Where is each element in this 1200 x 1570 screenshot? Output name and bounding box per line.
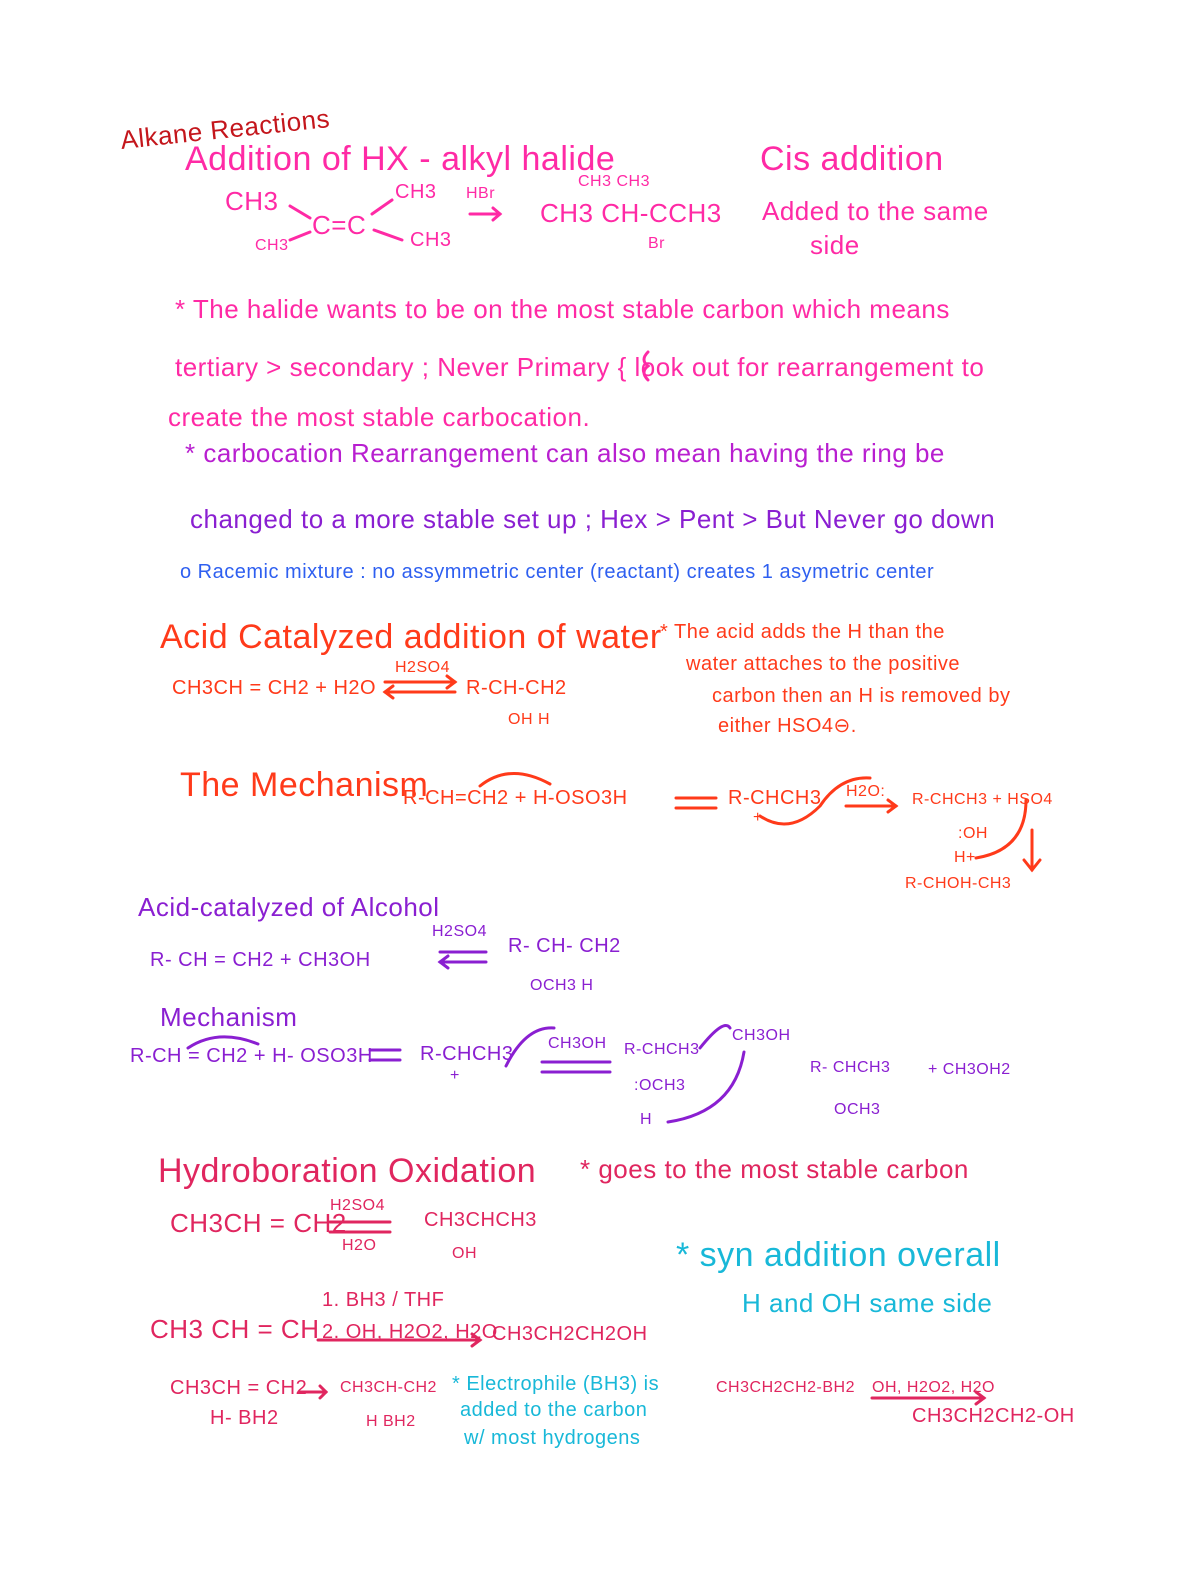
racemic-note: o Racemic mixture : no assymmetric center (reactant) creates 1 asymetric center [180,561,935,583]
rearr-note-2: changed to a more stable set up ; Hex > Pent > But Never go down [190,504,996,534]
alcohol-reagent: H2SO4 [432,923,487,940]
hydro-r3-sub: H- BH2 [210,1407,279,1429]
hx-ch3-br: CH3 [410,229,452,251]
hx-ch3-bl: CH3 [255,237,289,254]
alcohol-mech-9: OCH3 [834,1101,881,1118]
alcohol-product: R- CH- CH2 [508,935,621,957]
hx-note-1: * The halide wants to be on the most stable carbon which means [175,294,950,324]
arrow-head [385,686,393,698]
arrow-head [1024,860,1040,870]
water-mech-title: The Mechanism [180,766,429,804]
alcohol-product-sub: OCH3 H [530,977,594,994]
page-title: Alkane Reactions [119,103,332,155]
hydro-r1-reagent-top: H2SO4 [330,1197,385,1214]
arrow-head [447,676,455,688]
arrow-head [493,208,500,220]
alcohol-mech-4: R-CHCH3 [624,1041,700,1058]
alcohol-reactant: R- CH = CH2 + CH3OH [150,949,371,971]
hydro-r2-product: CH3CH2CH2OH [492,1323,648,1345]
syn-note-2: H and OH same side [742,1288,993,1318]
alcohol-mech-2: R-CHCH3 [420,1043,514,1065]
cis-note-2: side [810,230,860,260]
alcohol-mech-plus: + [450,1067,460,1084]
hx-note-2: tertiary > secondary ; Never Primary { look out for rearrangement to [175,352,985,382]
alcohol-mech-title: Mechanism [160,1002,298,1032]
syn-note-1: * syn addition overall [676,1236,1001,1274]
water-reagent: H2SO4 [395,659,450,676]
hydro-r4-product: CH3CH2CH2-OH [912,1405,1075,1427]
hydro-r3-product: CH3CH-CH2 [340,1379,437,1396]
water-note-4: either HSO4⊖. [718,715,857,737]
hx-note-3: create the most stable carbocation. [168,402,591,432]
hx-ch3-tr: CH3 [395,181,437,203]
water-mech-2: R-CHCH3 [728,787,822,809]
water-reactant: CH3CH = CH2 + H2O [172,677,377,699]
arrow-head [888,800,896,812]
cis-title: Cis addition [760,140,944,178]
hx-reagent: HBr [466,185,496,202]
alcohol-mech-5: :OCH3 [634,1077,686,1094]
electrophile-note-3: w/ most hydrogens [464,1427,641,1449]
arrow-head [440,956,448,968]
arrow-head [320,1386,326,1398]
hx-title: Addition of HX - alkyl halide [185,140,616,178]
alcohol-mech-8: R- CHCH3 [810,1059,891,1076]
water-product-sub: OH H [508,711,550,728]
alcohol-mech-1: R-CH = CH2 + H- OSO3H [130,1045,373,1067]
hx-prod-top: CH3 CH3 [578,173,650,190]
hydro-note-stable: * goes to the most stable carbon [580,1154,969,1184]
water-mech-1: R-CH=CH2 + H-OSO3H [403,787,628,809]
hydro-title: Hydroboration Oxidation [158,1152,537,1190]
alcohol-mech-3: CH3OH [548,1035,607,1052]
water-mech-4: R-CHCH3 + HSO4 [912,791,1053,808]
hydro-r1-product-sub: OH [452,1245,477,1262]
rearr-note-1: * carbocation Rearrangement can also mean having the ring be [185,438,945,468]
hx-cc: C=C [312,210,367,240]
hydro-r3: CH3CH = CH2 [170,1377,308,1399]
bond-line [290,206,310,218]
hydro-r1: CH3CH = CH2 [170,1208,347,1238]
hydro-r1-reagent-bot: H2O [342,1237,377,1254]
water-title: Acid Catalyzed addition of water [160,618,662,656]
electrophile-note-2: added to the carbon [460,1399,648,1421]
hydro-r1-product: CH3CHCH3 [424,1209,537,1231]
water-note-1: * The acid adds the H than the [660,621,945,643]
water-mech-6: H+ [954,849,976,866]
hydro-r3-product-sub: H BH2 [366,1413,416,1430]
hydro-r2-reagent-top: 1. BH3 / THF [322,1289,445,1311]
water-note-3: carbon then an H is removed by [712,685,1011,707]
bond-line [290,232,310,240]
water-mech-5: :OH [958,825,988,842]
water-mech-3: H2O: [846,783,886,800]
curved-arrow [700,1026,730,1049]
curved-arrow [480,773,550,786]
hydro-r2: CH3 CH = CH [150,1314,320,1344]
cis-note-1: Added to the same [762,196,989,226]
alcohol-title: Acid-catalyzed of Alcohol [138,892,440,922]
hydro-r4-reagent: OH, H2O2, H2O [872,1379,995,1396]
water-mech-7: R-CHOH-CH3 [905,875,1012,892]
alcohol-mech-10: + CH3OH2 [928,1061,1011,1078]
hx-prod-main: CH3 CH-CCH3 [540,198,722,228]
hydro-r4: CH3CH2CH2-BH2 [716,1379,855,1396]
hx-ch3-tl: CH3 [225,186,279,216]
hx-prod-br: Br [648,235,665,252]
alcohol-mech-6: H [640,1111,653,1128]
alcohol-mech-7: CH3OH [732,1027,791,1044]
water-note-2: water attaches to the positive [686,653,961,675]
bond-line [372,200,392,214]
electrophile-note-1: * Electrophile (BH3) is [452,1373,660,1395]
water-product: R-CH-CH2 [466,677,567,699]
hydro-r2-reagent-bot: 2. OH, H2O2, H2O [322,1321,498,1343]
bond-line [374,230,402,240]
water-mech-plus: + [753,809,763,826]
